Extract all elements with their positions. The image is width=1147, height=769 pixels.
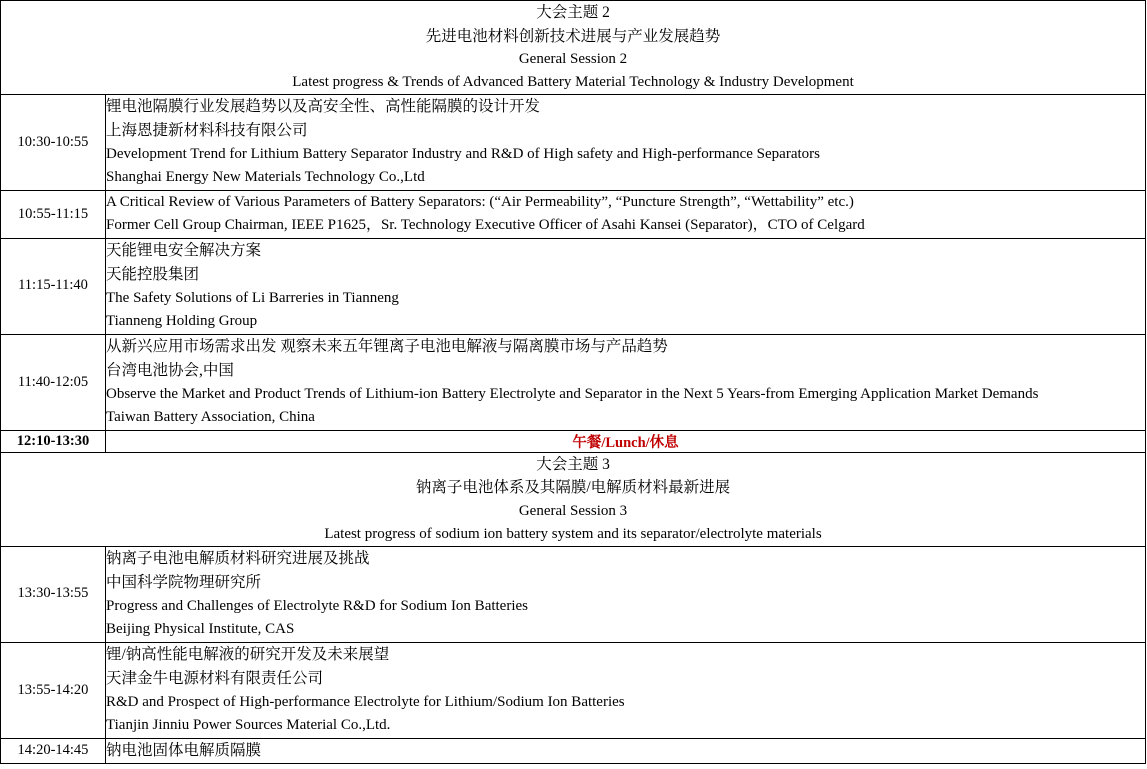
talk-title-en: Progress and Challenges of Electrolyte R&D for Sodium Ion Batteries bbox=[106, 597, 528, 614]
talk-affiliation-en: Former Cell Group Chairman, IEEE P1625，Sr. Technology Executive Officer of Asahi Kansei (Separator)，CTO of Celgard bbox=[106, 217, 865, 234]
break-label: 午餐/Lunch/休息 bbox=[572, 434, 679, 451]
row-content bbox=[106, 738, 1146, 763]
session-subtitle-cn: 先进电池材料创新技术进展与产业发展趋势 bbox=[425, 27, 721, 45]
talk-title-en: Development Trend for Lithium Battery Separator Industry and R&D of High safety and High-performance Separators bbox=[106, 146, 820, 163]
talk-title-cn: 钠电池固体电解质隔膜 bbox=[106, 741, 262, 759]
session-title-cn: 大会主题 2 bbox=[536, 4, 610, 21]
row-time: 13:55-14:20 bbox=[1, 642, 106, 738]
row-content bbox=[106, 334, 1146, 430]
talk-affiliation-en: Beijing Physical Institute, CAS bbox=[106, 621, 295, 638]
session-subtitle-en: Latest progress of sodium ion battery system and its separator/electrolyte materials bbox=[324, 525, 822, 542]
talk-title-cn: 锂/钠高性能电解液的研究开发及未来展望 bbox=[106, 645, 390, 663]
table-row bbox=[1, 334, 1146, 430]
session-header-cell bbox=[1, 1, 1146, 95]
table-row bbox=[1, 642, 1146, 738]
talk-title-en: R&D and Prospect of High-performance Electrolyte for Lithium/Sodium Ion Batteries bbox=[106, 694, 625, 710]
row-time: 11:15-11:40 bbox=[1, 238, 106, 334]
table-row bbox=[1, 738, 1146, 763]
row-content bbox=[106, 642, 1146, 738]
row-content bbox=[106, 94, 1146, 190]
table-row bbox=[1, 190, 1146, 238]
row-time: 10:30-10:55 bbox=[1, 94, 106, 190]
table-row bbox=[1, 546, 1146, 642]
session-header-row bbox=[1, 1, 1146, 95]
break-time: 12:10-13:30 bbox=[1, 430, 106, 452]
talk-title-cn: 从新兴应用市场需求出发 观察未来五年锂离子电池电解液与隔离膜市场与产品趋势 bbox=[106, 337, 668, 355]
talk-affiliation-cn: 天能控股集团 bbox=[106, 265, 200, 283]
row-time: 10:55-11:15 bbox=[1, 190, 106, 238]
row-content bbox=[106, 190, 1146, 238]
talk-title-cn: 钠离子电池电解质材料研究进展及挑战 bbox=[106, 549, 370, 567]
talk-affiliation-en: Tianneng Holding Group bbox=[106, 313, 258, 330]
talk-affiliation-en: Shanghai Energy New Materials Technology Co.,Ltd bbox=[106, 169, 425, 186]
talk-affiliation-cn: 天津金牛电源材料有限责任公司 bbox=[106, 669, 324, 687]
session-title-en: General Session 2 bbox=[518, 51, 628, 68]
row-content bbox=[106, 238, 1146, 334]
session-title-en: General Session 3 bbox=[518, 502, 628, 519]
talk-title-cn: 锂电池隔膜行业发展趋势以及高安全性、高性能隔膜的设计开发 bbox=[106, 97, 541, 115]
talk-affiliation-cn: 上海恩捷新材料科技有限公司 bbox=[106, 121, 308, 139]
row-time: 13:30-13:55 bbox=[1, 546, 106, 642]
talk-affiliation-en: Taiwan Battery Association, China bbox=[106, 409, 315, 426]
talk-title-en: Observe the Market and Product Trends of Lithium-ion Battery Electrolyte and Separator in the Next 5 Years-from Emerging Application Market Demands bbox=[106, 386, 1039, 403]
session-header-row bbox=[1, 452, 1146, 546]
table-row bbox=[1, 238, 1146, 334]
break-content bbox=[106, 430, 1146, 452]
row-time: 14:20-14:45 bbox=[1, 738, 106, 763]
row-content bbox=[106, 546, 1146, 642]
talk-title-en: The Safety Solutions of Li Barreries in Tianneng bbox=[106, 289, 399, 306]
session-header-cell bbox=[1, 452, 1146, 546]
talk-affiliation-en: Tianjin Jinniu Power Sources Material Co.,Ltd. bbox=[106, 717, 391, 734]
session-subtitle-en: Latest progress & Trends of Advanced Battery Material Technology & Industry Development bbox=[292, 73, 854, 90]
talk-title-en: A Critical Review of Various Parameters of Battery Separators: (“Air Permeability”, “Puncture Strength”, “Wettability” etc.) bbox=[106, 193, 854, 210]
table-row bbox=[1, 94, 1146, 190]
session-title-cn: 大会主题 3 bbox=[536, 455, 610, 473]
row-time: 11:40-12:05 bbox=[1, 334, 106, 430]
talk-title-cn: 天能锂电安全解决方案 bbox=[106, 241, 262, 259]
talk-affiliation-cn: 台湾电池协会,中国 bbox=[106, 361, 234, 379]
break-row bbox=[1, 430, 1146, 452]
session-subtitle-cn: 钠离子电池体系及其隔膜/电解质材料最新进展 bbox=[415, 479, 731, 497]
talk-affiliation-cn: 中国科学院物理研究所 bbox=[106, 573, 262, 591]
